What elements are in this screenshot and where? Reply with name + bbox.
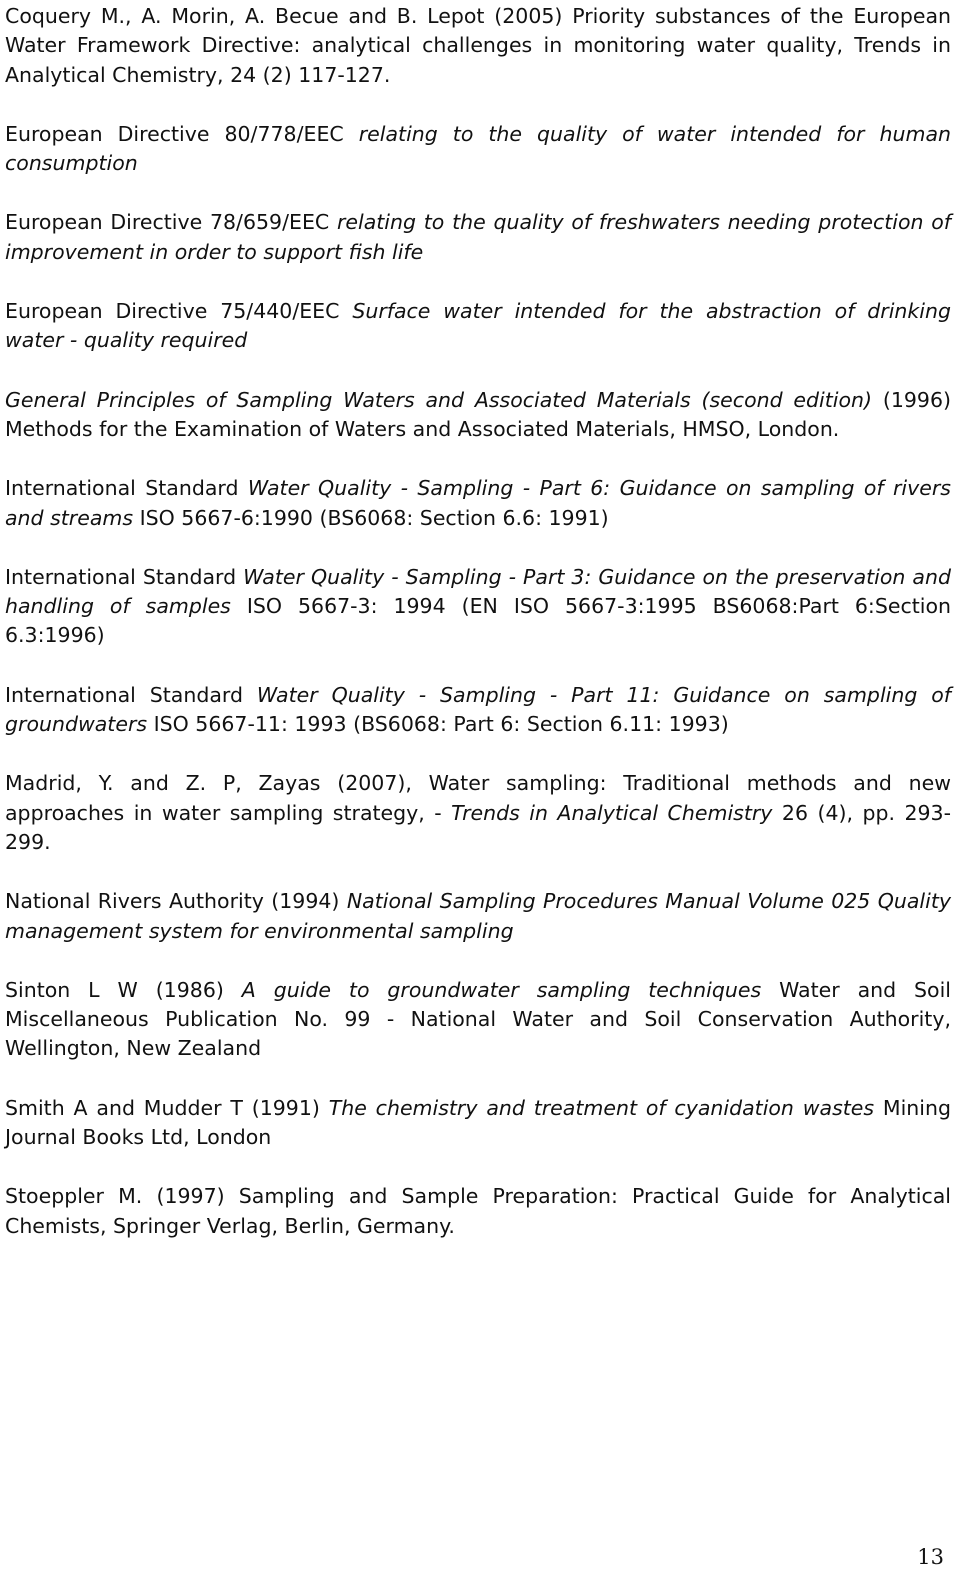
reference-text: ISO 5667-3: 1994 (EN ISO 5667-3:1995 BS6068:Part 6:Section 6.3:1996) [5, 594, 951, 648]
reference-title: Surface water intended for the abstraction of drinking water - quality required [5, 299, 952, 353]
reference-text: ISO 5667-11: 1993 (BS6068: Part 6: Section 6.11: 1993) [147, 712, 729, 737]
reference-text: 26 (4), pp. 293-299. [5, 800, 951, 854]
reference-title: Water Quality - Sampling - Part 3: Guidance on the preservation and handling of samples [5, 564, 951, 619]
reference-title: National Sampling Procedures Manual Volume 025 Quality management system for environmental sampling [5, 889, 951, 943]
reference-entry [5, 2, 951, 90]
reference-title: Water Quality - Sampling - Part 11: Guidance on sampling of groundwaters [5, 682, 951, 737]
page-number: 13 [917, 1545, 944, 1569]
reference-title: Water Quality - Sampling - Part 6: Guidance on sampling of rivers and streams [5, 476, 951, 530]
reference-title: General Principles of Sampling Waters and Associated Materials (second edition) [5, 387, 873, 412]
reference-text: National Rivers Authority (1994) [5, 889, 347, 914]
reference-entry [5, 976, 951, 1064]
reference-text: Water and Soil Miscellaneous Publication No. 99 - National Water and Soil Conservation Authority, Wellington, New Zealand [5, 977, 951, 1061]
reference-entry [5, 1094, 951, 1153]
reference-text: Stoeppler M. (1997) Sampling and Sample Preparation: Practical Guide for Analytical Chemists, Springer Verlag, Berlin, Germany. [5, 1184, 951, 1238]
reference-title: relating to the quality of water intended for human consumption [5, 121, 951, 176]
reference-text: Smith A and Mudder T (1991) [5, 1095, 329, 1120]
reference-text: International Standard [5, 564, 244, 589]
reference-entry [5, 1182, 951, 1241]
reference-entry [5, 208, 951, 267]
reference-title: relating to the quality of freshwaters needing protection of improvement in order to support fish life [5, 210, 951, 264]
reference-title: A guide to groundwater sampling techniques [241, 977, 762, 1002]
reference-text: Madrid, Y. and Z. P, Zayas (2007), Water sampling: Traditional methods and new approaches in water sampling strategy, - [5, 771, 951, 825]
reference-text: International Standard [5, 476, 248, 501]
reference-text: (1996) Methods for the Examination of Waters and Associated Materials, HMSO, London. [5, 387, 951, 441]
reference-entry [5, 120, 951, 179]
reference-title: Trends in Analytical Chemistry [451, 800, 773, 825]
reference-entry [5, 297, 951, 356]
reference-text: International Standard [5, 682, 257, 707]
reference-text: Mining Journal Books Ltd, London [5, 1095, 951, 1150]
reference-entry [5, 887, 951, 946]
reference-entry [5, 563, 951, 651]
reference-title: The chemistry and treatment of cyanidation wastes [328, 1095, 875, 1120]
reference-text: ISO 5667-6:1990 (BS6068: Section 6.6: 1991) [133, 505, 609, 530]
reference-list [5, 2, 951, 1271]
reference-text: Sinton L W (1986) [5, 977, 242, 1002]
reference-text: European Directive 75/440/EEC [5, 299, 353, 324]
reference-entry [5, 769, 951, 857]
reference-entry [5, 386, 951, 445]
reference-text: European Directive 78/659/EEC [5, 210, 337, 235]
reference-text: Coquery M., A. Morin, A. Becue and B. Lepot (2005) Priority substances of the European Water Framework Directive: analytical challenges in monitoring water quality, Trends in Analytical Chemistry, 24 (2) 117-127. [5, 4, 951, 87]
reference-text: European Directive 80/778/EEC [5, 121, 359, 146]
reference-entry [5, 474, 951, 533]
reference-entry [5, 681, 951, 740]
